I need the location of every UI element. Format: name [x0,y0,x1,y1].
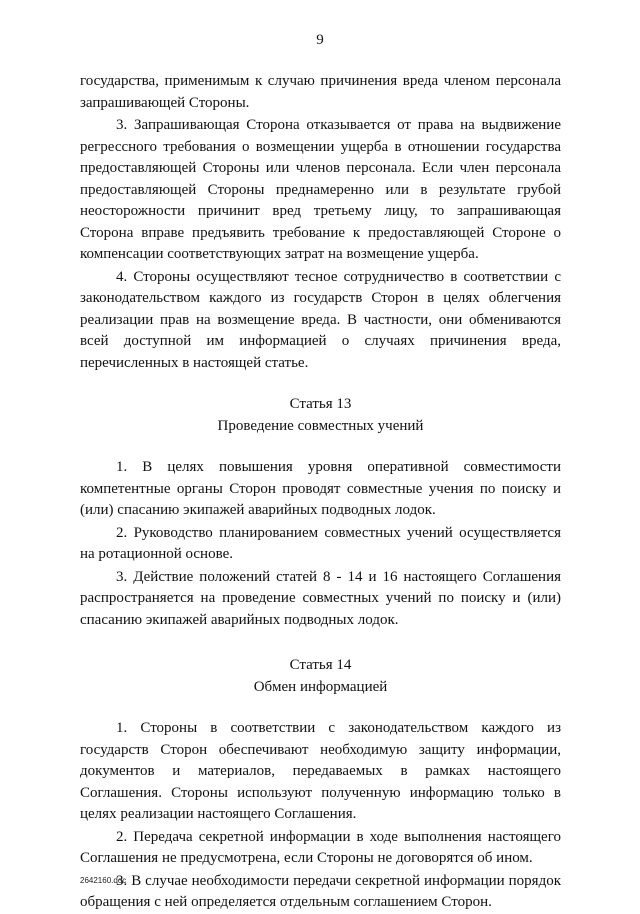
paragraph-4: 4. Стороны осуществляют тесное сотрудничество в соответствии с законодательством каждого из государств Сторон в целях облегчения реализации прав на возмещение вреда. В частности, они обмениваются всей доступной им информацией о случаях причинения вреда, перечисленных в настоящей статье. [80,268,561,371]
article-14-heading [80,655,561,698]
article-14-paragraph-3: 3. В случае необходимости передачи секретной информации порядок обращения с ней определяется отдельным соглашением Сторон. [80,872,561,910]
continuation-paragraph: государства, применимым к случаю причинения вреда членом персонала запрашивающей Стороны. [80,73,561,111]
article-13-paragraph-1: 1. В целях повышения уровня оперативной совместимости компетентные органы Сторон проводят совместные учения по поиску и (или) спасанию экипажей аварийных подводных лодок. [80,459,561,518]
article-13-title: Проведение совместных учений [217,417,424,434]
article-14-number: Статья 14 [289,657,352,673]
document-filename: 2642160.doc [80,876,127,885]
article-13-paragraph-2: 2. Руководство планированием совместных учений осуществляется на ротационной основе. [80,524,561,562]
article-13-number: Статья 13 [289,396,352,412]
paragraph-3: 3. Запрашивающая Сторона отказывается от права на выдвижение регрессного требования о возмещении ущерба в отношении государства предоставляющей Стороны или членов персонала. Если член персонала предоставляющей Стороны преднамеренно или в результате грубой неосторожности причинит вред третьему лицу, то запрашивающая Сторона вправе предъявить требование к предоставляющей Стороне о компенсации соответствующих затрат на возмещение ущерба. [80,117,561,262]
article-13-heading [80,394,561,437]
article-14-title: Обмен информацией [253,678,388,695]
article-13-paragraph-3: 3. Действие положений статей 8 - 14 и 16 настоящего Соглашения распространяется на проведение совместных учений по поиску и (или) спасанию экипажей аварийных подводных лодок. [80,568,561,628]
document-body [80,71,561,914]
article-14-paragraph-2: 2. Передача секретной информации в ходе выполнения настоящего Соглашения не предусмотрена, если Стороны не договорятся об ином. [80,828,561,866]
article-14-paragraph-1: 1. Стороны в соответствии с законодательством каждого из государств Сторон обеспечивают необходимую защиту информации, документов и материалов, передаваемых в рамках настоящего Соглашения. Стороны используют полученную информацию только в целях реализации настоящего Соглашения. [80,720,561,822]
page-number: 9 [316,32,324,48]
